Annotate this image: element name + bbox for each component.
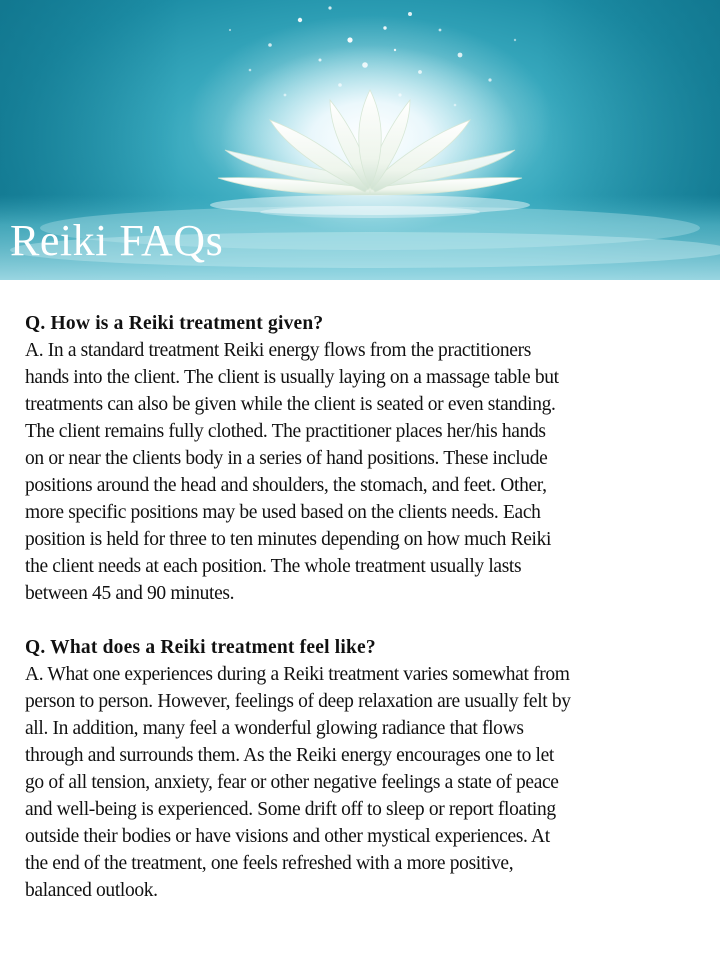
- faq-item: [25, 634, 705, 904]
- faq-question: Q. What does a Reiki treatment feel like?: [25, 637, 376, 658]
- faq-answer: A. In a standard treatment Reiki energy flows from the practitioners hands into the client. The client is usually laying on a massage table but treatments can also be given while the client is seated or even standing. The client remains fully clothed. The practitioner places her/his hands on or near the clients body in a series of hand positions. These include positions around the head and shoulders, the stomach, and feet. Other, more specific positions may be used based on the clients needs. Each position is held for three to ten minutes depending on how much Reiki the client needs at each position. The whole treatment usually lasts between 45 and 90 minutes.: [25, 340, 559, 604]
- header-banner: [0, 0, 720, 280]
- faq-content: [25, 310, 705, 904]
- page-title: Reiki FAQs: [10, 216, 224, 265]
- faq-answer: A. What one experiences during a Reiki treatment varies somewhat from person to person. However, feelings of deep relaxation are usually felt by all. In addition, many feel a wonderful glowing radiance that flows through and surrounds them. As the Reiki energy encourages one to let go of all tension, anxiety, fear or other negative feelings a state of peace and well-being is experienced. Some drift off to sleep or report floating outside their bodies or have visions and other mystical experiences. At the end of the treatment, one feels refreshed with a more positive, balanced outlook.: [25, 664, 571, 901]
- faq-question: Q. How is a Reiki treatment given?: [25, 313, 324, 334]
- faq-item: [25, 310, 705, 607]
